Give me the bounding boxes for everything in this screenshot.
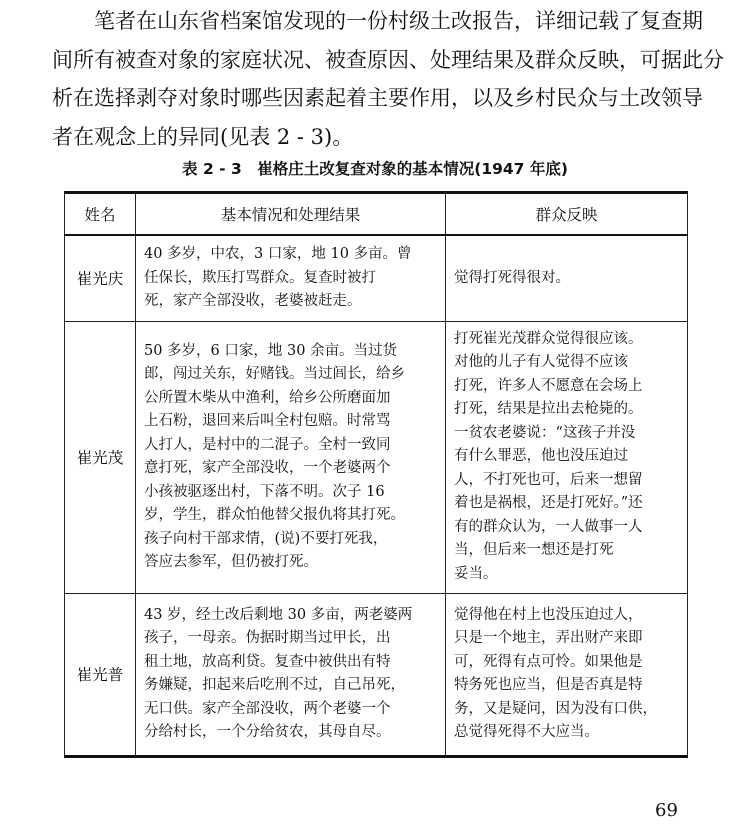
cell-line: 任保长，欺压打骂群众。复查时被打 — [144, 269, 376, 286]
cell-situation — [136, 235, 446, 321]
cell-line: 对他的儿子有人觉得不应该 — [454, 354, 628, 371]
cell-line: 分给村长，一个分给贫农，其母自尽。 — [144, 724, 391, 740]
cell-line: 无口供。家产全部没收，两个老婆一个 — [144, 700, 391, 717]
cell-line: 40 多岁，中农，3 口家，地 10 多亩。曾 — [144, 246, 412, 262]
cell-line: 上石粉，退回来后叫全村包赔。时常骂 — [144, 413, 391, 429]
cell-name: 崔光茂 — [65, 321, 136, 593]
cell-line: 打死，许多人不愿意在会场上 — [454, 377, 643, 394]
header-situation: 基本情况和处理结果 — [136, 193, 446, 236]
cell-line: 务，又是疑问，因为没有口供， — [454, 700, 657, 717]
paragraph-line: 析在选择剥夺对象时哪些因素起着主要作用，以及乡村民众与土改领导 — [52, 86, 703, 110]
cell-line: 可，死得有点可怜。如果他是 — [454, 653, 643, 670]
cell-line: 当，但后来一想还是打死 — [454, 542, 614, 559]
cell-reaction — [446, 593, 688, 756]
table-row — [65, 321, 688, 593]
cell-situation — [136, 593, 446, 756]
cell-line: 妥当。 — [454, 565, 498, 582]
paragraph-line: 间所有被查对象的家庭状况、被查原因、处理结果及群众反映，可据此分 — [52, 47, 724, 72]
cell-line: 只是一个地主，弄出财产来即 — [454, 630, 643, 646]
cell-line: 答应去参军，但仍被打死。 — [144, 554, 318, 570]
paragraph-line: 者在观念上的异同(见表 2 - 3)。 — [52, 124, 354, 149]
cell-line: 打死崔光茂群众觉得很应该。 — [454, 330, 643, 347]
cell-line: 一贫农老婆说：“这孩子并没 — [454, 424, 636, 441]
paragraph-line: 笔者在山东省档案馆发现的一份村级土改报告，详细记载了复查期 — [94, 9, 703, 33]
investigation-table — [64, 191, 688, 758]
cell-reaction — [446, 235, 688, 321]
cell-line: 觉得打死得很对。 — [454, 269, 570, 286]
cell-line: 人，不打死也可，后来一想留 — [454, 471, 643, 488]
cell-line: 岁，学生，群众怕他替父报仇将其打死。 — [144, 507, 405, 523]
cell-name: 崔光普 — [65, 593, 136, 756]
page-number: 69 — [655, 800, 678, 821]
cell-line: 郎，闯过关东，好赌钱。当过闾长，给乡 — [144, 366, 405, 382]
table-row — [65, 593, 688, 756]
cell-line: 公所置木柴从中渔利，给乡公所磨面加 — [144, 389, 391, 406]
cell-line: 务嫌疑，扣起来后吃刑不过，自己吊死， — [144, 677, 405, 693]
cell-line: 死，家产全部没收，老婆被赶走。 — [144, 293, 362, 309]
table-caption: 表 2 - 3 崔格庄土改复查对象的基本情况(1947 年底) — [182, 160, 568, 178]
cell-line: 43 岁，经土改后剩地 30 多亩，两老婆两 — [144, 606, 413, 623]
cell-line: 觉得他在村上也没压迫过人， — [454, 606, 643, 623]
cell-line: 着也是祸根，还是打死好。”还 — [454, 495, 643, 512]
cell-line: 意打死，家产全部没收，一个老婆两个 — [144, 460, 391, 476]
table-row — [65, 235, 688, 321]
cell-line: 孩子，一母亲。伪据时期当过甲长，出 — [144, 630, 391, 646]
cell-line: 总觉得死得不大应当。 — [454, 724, 599, 740]
cell-line: 有什么罪恶，他也没压迫过 — [454, 448, 628, 465]
cell-line: 人打人，是村中的二混子。全村一致同 — [144, 436, 391, 453]
cell-line: 打死，结果是拉出去枪毙的。 — [454, 401, 643, 418]
cell-line: 有的群众认为，一人做事一人 — [454, 518, 643, 535]
cell-name: 崔光庆 — [65, 235, 136, 321]
cell-line: 小孩被驱逐出村，下落不明。次子 16 — [144, 483, 385, 500]
table-header-row — [65, 193, 688, 236]
cell-situation — [136, 321, 446, 593]
header-reaction: 群众反映 — [446, 193, 688, 236]
intro-paragraph — [52, 2, 724, 156]
cell-reaction — [446, 321, 688, 593]
cell-line: 孩子向村干部求情，(说)不要打死我， — [144, 530, 388, 547]
header-name: 姓名 — [65, 193, 136, 236]
cell-line: 租土地，放高利贷。复查中被供出有特 — [144, 653, 391, 670]
cell-line: 特务死也应当，但是否真是特 — [454, 677, 643, 693]
cell-line: 50 多岁，6 口家，地 30 余亩。当过货 — [144, 342, 398, 359]
